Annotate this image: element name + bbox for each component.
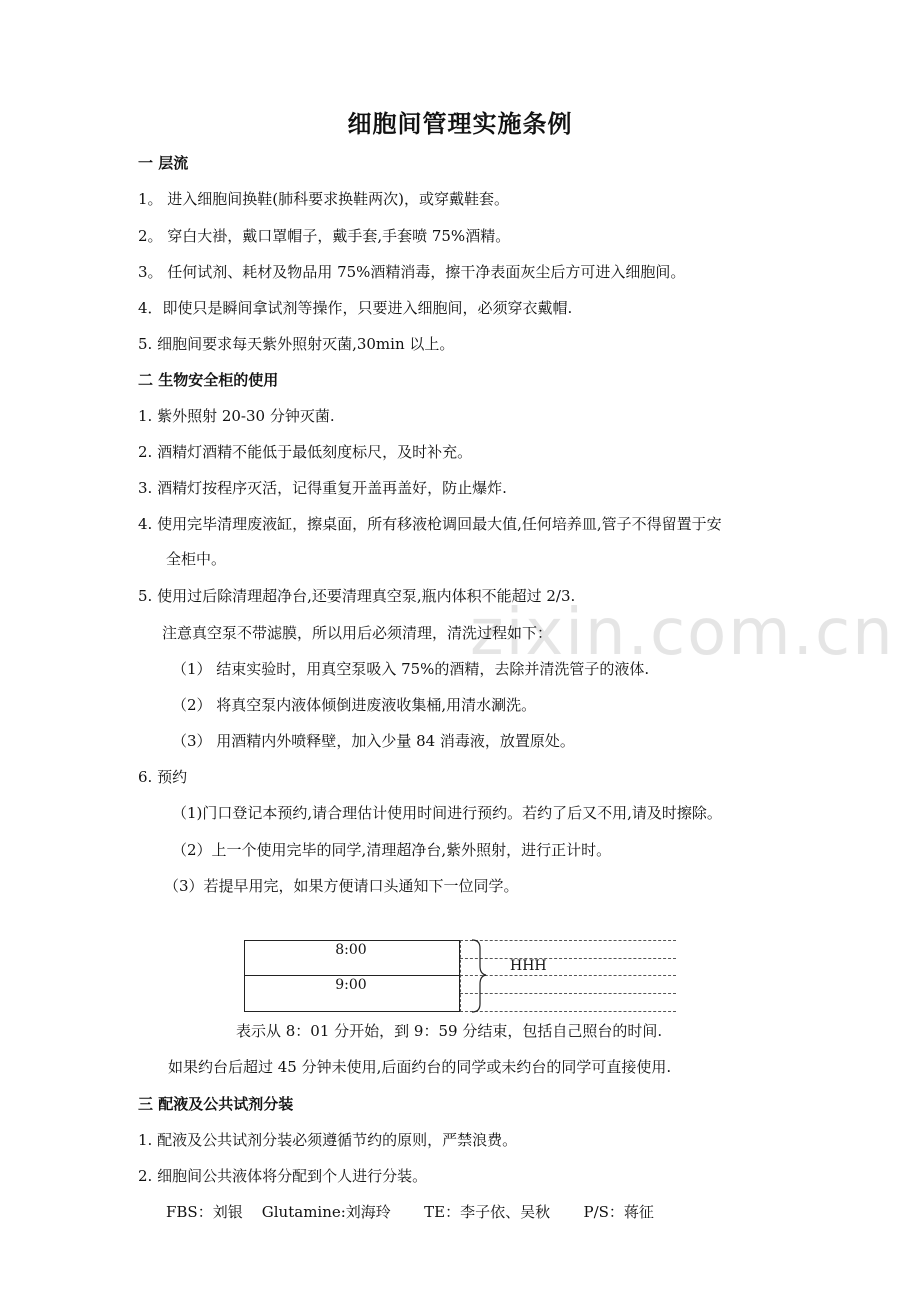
section-2-item: 3. 酒精灯按程序灭活，记得重复开盖再盖好，防止爆炸. (138, 479, 507, 497)
time-slot-9: 9:00 (335, 977, 367, 993)
vacuum-note: 注意真空泵不带滤膜，所以用后必须清理，清洗过程如下： (162, 624, 553, 642)
page-title: 细胞间管理实施条例 (347, 109, 573, 138)
section-2-item-continuation: 全柜中。 (166, 550, 227, 568)
schedule-caption: 表示从 8：01 分开始，到 9：59 分结束，包括自己照台的时间. (236, 1022, 663, 1040)
booking-column-border (460, 940, 461, 1012)
reagent-assignments: FBS：刘银 Glutamine:刘海玲 TE：李子依、吴秋 P/S：蒋征 (166, 1203, 654, 1221)
section-3-item: 2. 细胞间公共液体将分配到个人进行分装。 (138, 1167, 428, 1185)
section-1-heading: 一 层流 (138, 154, 189, 172)
section-2-item: 5. 使用过后除清理超净台,还要清理真空泵,瓶内体积不能超过 2/3. (138, 587, 576, 605)
schedule-example (244, 938, 676, 1014)
watermark: zixin.com.cn (470, 596, 895, 670)
section-1-item: 5. 细胞间要求每天紫外照射灭菌,30min 以上。 (138, 335, 455, 353)
booking-name: HHH (510, 958, 547, 974)
section-1-item: 1。 进入细胞间换鞋(肺科要求换鞋两次)，或穿戴鞋套。 (138, 190, 510, 208)
booking-line (460, 993, 676, 994)
slot-divider (245, 975, 459, 976)
booking-rule: （2）上一个使用完毕的同学,清理超净台,紫外照射，进行正计时。 (172, 841, 612, 859)
section-2-item: 6. 预约 (138, 768, 188, 786)
booking-rule: （3）若提早用完，如果方便请口头通知下一位同学。 (164, 877, 519, 895)
section-1-item: 3。 任何试剂、耗材及物品用 75%酒精消毒，擦干净表面灰尘后方可进入细胞间。 (138, 263, 686, 281)
booking-line (460, 958, 676, 959)
section-1-item: 2。 穿白大褂，戴口罩帽子，戴手套,手套喷 75%酒精。 (138, 227, 511, 245)
section-3-heading: 三 配液及公共试剂分装 (138, 1095, 294, 1113)
booking-rule: （1)门口登记本预约,请合理估计使用时间进行预约。若约了后又不用,请及时擦除。 (172, 804, 722, 822)
section-3-item: 1. 配液及公共试剂分装必须遵循节约的原则，严禁浪费。 (138, 1131, 518, 1149)
cleaning-step: （1） 结束实验时，用真空泵吸入 75%的酒精，去除并清洗管子的液体. (172, 660, 650, 678)
booking-line (460, 975, 676, 976)
curly-brace-icon (470, 938, 490, 1014)
booking-line (460, 940, 676, 941)
cleaning-step: （2） 将真空泵内液体倾倒进废液收集桶,用清水涮洗。 (172, 696, 537, 714)
booking-line (460, 1011, 676, 1012)
section-2-heading: 二 生物安全柜的使用 (138, 371, 279, 389)
cleaning-step: （3） 用酒精内外喷释壁，加入少量 84 消毒液，放置原处。 (172, 732, 575, 750)
section-2-item: 4. 使用完毕清理废液缸，擦桌面，所有移液枪调回最大值,任何培养皿,管子不得留置于安 (138, 515, 722, 533)
section-1-item: 4．即使只是瞬间拿试剂等操作，只要进入细胞间，必须穿衣戴帽. (138, 299, 573, 317)
timeout-note: 如果约台后超过 45 分钟未使用,后面约台的同学或未约台的同学可直接使用. (168, 1058, 672, 1076)
section-2-item: 1. 紫外照射 20-30 分钟灭菌. (138, 407, 335, 425)
section-2-item: 2. 酒精灯酒精不能低于最低刻度标尺，及时补充。 (138, 443, 473, 461)
time-slot-8: 8:00 (335, 942, 367, 958)
